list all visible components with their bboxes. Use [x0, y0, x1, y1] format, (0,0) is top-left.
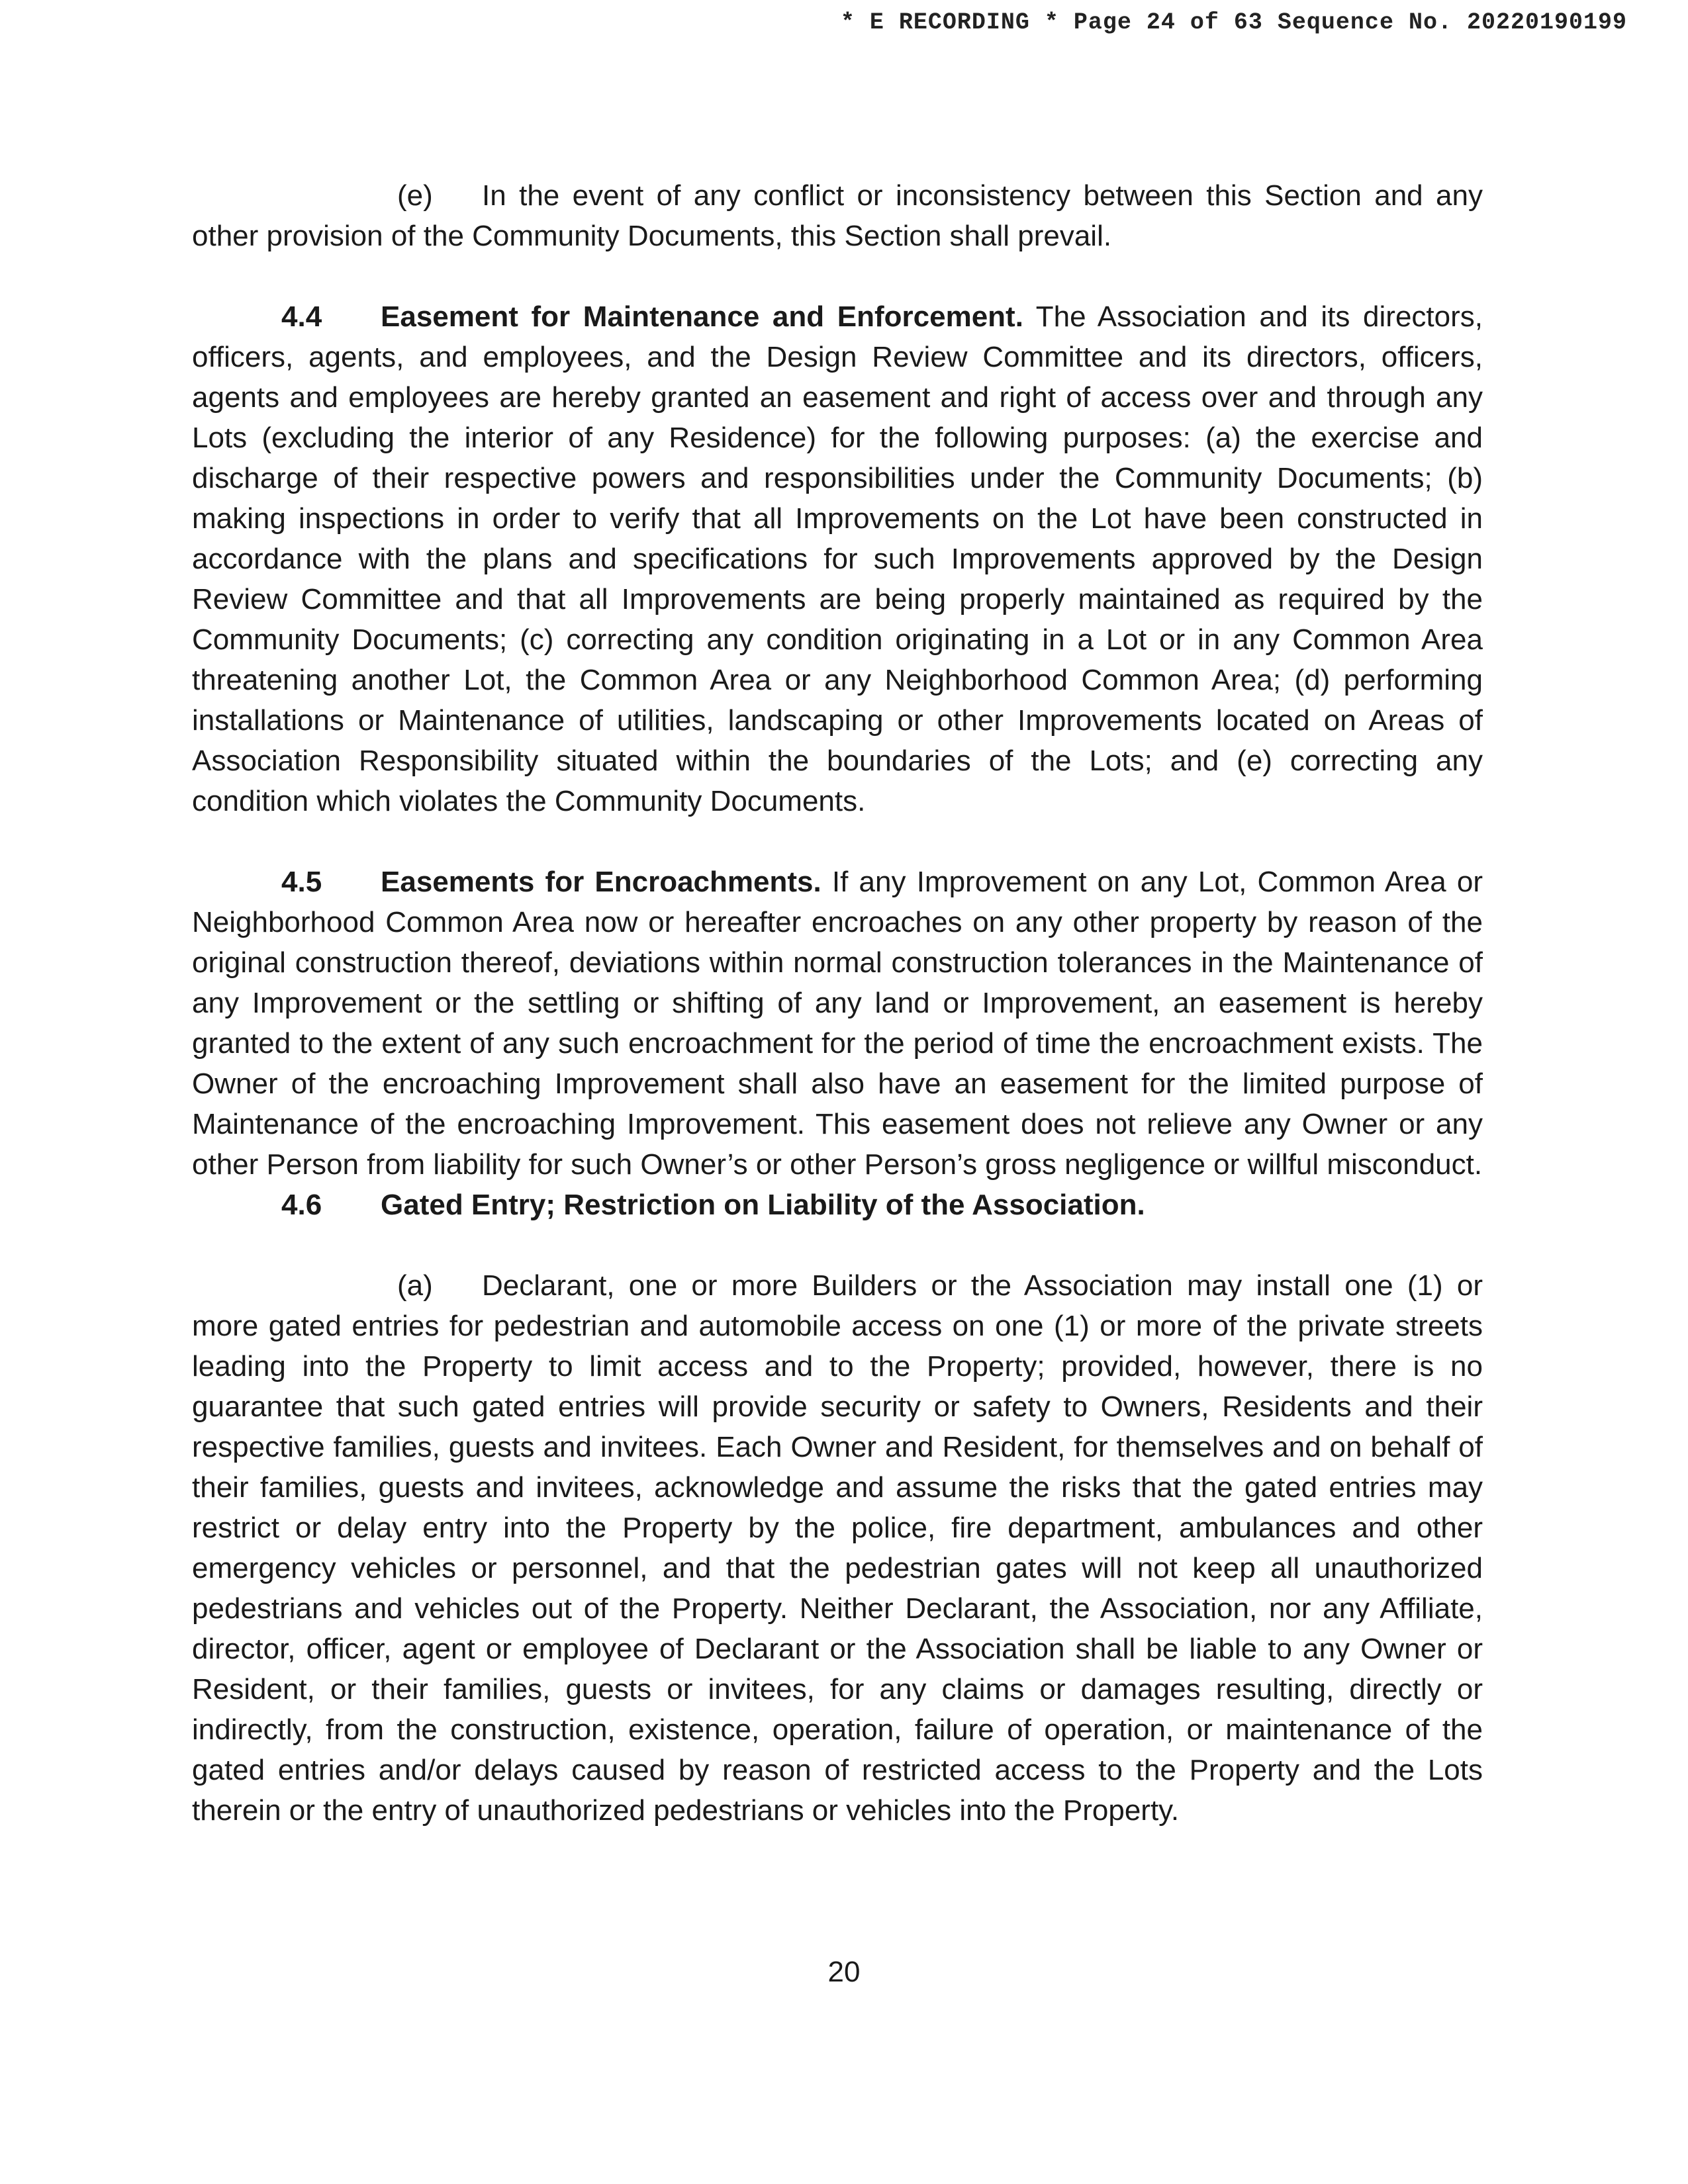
- paragraph-4-6-a: [192, 1265, 1483, 1831]
- paragraph-text: Declarant, one or more Builders or the Association may install one (1) or more gated entries for pedestrian and automobile access on one (1) or more of the private streets leading into the Property to limit access and to the Property; provided, however, there is no guarantee that such gated entries will provide security or safety to Owners, Residents and their respective families, guests and invitees. Each Owner and Resident, for themselves and on behalf of their families, guests and invitees, acknowledge and assume the risks that the gated entries may restrict or delay entry into the Property by the police, fire department, ambulances and other emergency vehicles or personnel, and that the pedestrian gates will not keep all unauthorized pedestrians and vehicles out of the Property. Neither Declarant, the Association, nor any Affiliate, director, officer, agent or employee of Declarant or the Association shall be liable to any Owner or Resident, or their families, guests or invitees, for any claims or damages resulting, directly or indirectly, from the construction, existence, operation, failure of operation, or maintenance of the gated entries and/or delays caused by reason of restricted access to the Property and the Lots therein or the entry of unauthorized pedestrians or vehicles into the Property.: [192, 1269, 1483, 1827]
- section-4-4: [192, 296, 1483, 821]
- paragraph-text: In the event of any conflict or inconsistency between this Section and any other provision of the Community Documents, this Section shall prevail.: [192, 179, 1483, 252]
- paragraph-e: [192, 175, 1483, 256]
- subsection-letter: (a): [397, 1269, 433, 1302]
- section-title: Easement for Maintenance and Enforcement.: [381, 300, 1023, 333]
- recording-stamp-header: * E RECORDING * Page 24 of 63 Sequence No. 20220190199: [840, 9, 1627, 36]
- section-number: 4.4: [281, 300, 322, 333]
- subsection-letter: (e): [397, 179, 433, 212]
- section-4-6-heading: [192, 1185, 1483, 1225]
- section-title: Easements for Encroachments.: [381, 866, 821, 898]
- section-4-5: [192, 862, 1483, 1185]
- section-text: The Association and its directors, officers, agents, and employees, and the Design Review Committee and its directors, officers, agents and employees are hereby granted an easement and right of access over and through any Lots (excluding the interior of any Residence) for the following purposes: (a) the exercise and discharge of their respective powers and responsibilities under the Community Documents; (b) making inspections in order to verify that all Improvements on the Lot have been constructed in accordance with the plans and specifications for such Improvements approved by the Design Review Committee and that all Improvements are being properly maintained as required by the Community Documents; (c) correcting any condition originating in a Lot or in any Common Area threatening another Lot, the Common Area or any Neighborhood Common Area; (d) performing installations or Maintenance of utilities, landscaping or other Improvements located on Areas of Association Responsibility situated within the boundaries of the Lots; and (e) correcting any condition which violates the Community Documents.: [192, 300, 1483, 817]
- section-number: 4.6: [281, 1189, 322, 1221]
- section-text: If any Improvement on any Lot, Common Area or Neighborhood Common Area now or hereafter encroaches on any other property by reason of the original construction thereof, deviations within normal construction tolerances in the Maintenance of any Improvement or the settling or shifting of any land or Improvement, an easement is hereby granted to the extent of any such encroachment for the period of time the encroachment exists. The Owner of the encroaching Improvement shall also have an easement for the limited purpose of Maintenance of the encroaching Improvement. This easement does not relieve any Owner or any other Person from liability for such Owner’s or other Person’s gross negligence or willful misconduct.: [192, 866, 1483, 1181]
- page-number: 20: [827, 1956, 861, 1988]
- section-number: 4.5: [281, 866, 322, 898]
- section-title: Gated Entry; Restriction on Liability of the Association.: [381, 1189, 1145, 1221]
- document-body: [192, 175, 1483, 1831]
